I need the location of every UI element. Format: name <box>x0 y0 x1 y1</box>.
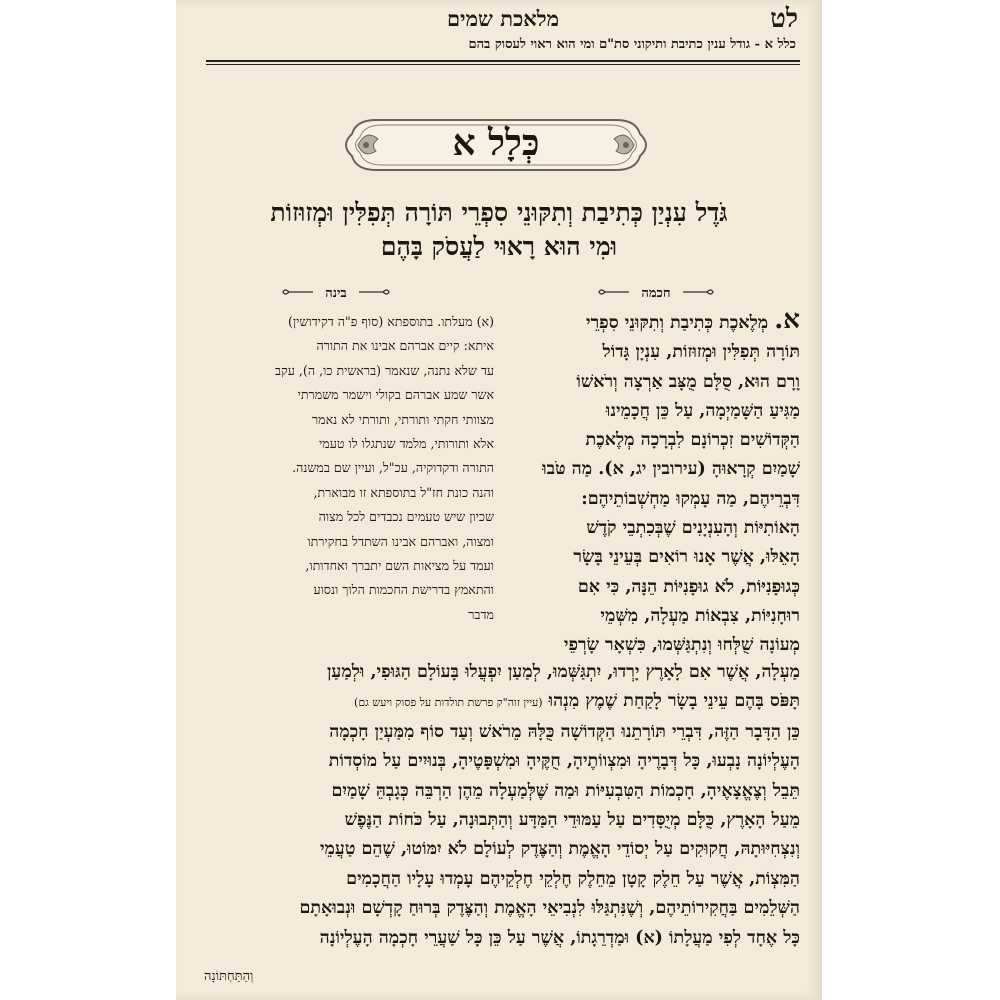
main-title-line-1: גֹּדֶל עִנְיַן כְּתִיבַת וְתִקּוּנֵי סִפְרֵי תּוֹרָה תְּפִלִּין וּמְזוּזוֹת <box>270 198 728 227</box>
text-line: שָׁמַיִם קְרָאוּהָ (עירובין יג, א). מַה טֹּבוּ <box>542 459 800 480</box>
text-line: מַעְלָה, אֲשֶׁר אִם לָאָרֶץ יָרְדוּ, יִתְגַּשְּׁמוּ, לְמַעַן יִפְעֲלוּ בָּעוֹלָם הַגּוּפִי, וּלְמַעַן <box>326 662 800 682</box>
text-line: הַשְּׁלֵמִים בַּחֲקִירוֹתֵיהֶם, וְשֶׁנִּתְגַּלּוּ לִנְבִיאֵי הָאֱמֶת וְהַצֶּדֶק בְּרוּחַ קָדְשָׁם וּנְבוּאָתָם <box>299 898 800 919</box>
commentary-line: מצוותי חקתי ותורתי, ותורתי לא נאמר <box>311 411 494 427</box>
commentary-line: והנה כונת חז"ל בתוספתא זו מבוארת, <box>313 484 494 500</box>
text-line: הָעֶלְיוֹנָה נָבְעוּ, כָּל דְּבָרֶיהָ וּמִצְווֹתֶיהָ, חֻקֶּיהָ וּמִשְׁפָּטֶיהָ, בְּנוּיִים עַל מוֹסְדוֹת <box>328 751 800 772</box>
lead-letter: א. <box>774 306 800 335</box>
chapter-subtitle: כלל א - גודל ענין כתיבת ותיקוני סת"ם ומי הוא ראוי לעסוק בהם <box>468 37 796 52</box>
commentary-column <box>204 310 494 627</box>
commentary-line: והתאמץ בדרישת החכמות הלוך ונסוע <box>313 582 494 598</box>
header-rule <box>206 60 800 62</box>
text-line: כְּגוּפָנִיּוֹת, לֹא גוּפָנִיּוֹת הֵנָּה, כִּי אִם <box>577 576 800 597</box>
running-header <box>206 4 800 64</box>
text-line: א. מְלֶאכֶת כְּתִיבַת וְתִקּוּנֵי סִפְרֵי <box>586 306 800 335</box>
text-line: הָאֵלּוּ, אֲשֶׁר אָנוּ רוֹאִים בְּעֵינֵי בָּשָׂר <box>573 547 800 568</box>
commentary-line: ומצוה, ואברהם אבינו השתדל בחקירתו <box>307 533 494 549</box>
text-line: מֵעַל הָאָרֶץ, כֻּלָּם מְיֻסָּדִים עַל עַמּוּדֵי הַמַּדָּע וְהַתְּבוּנָה, עַל כֹּחוֹת הַנֶּפֶשׁ <box>344 810 800 831</box>
inline-source-note: (עיין זוה"ק פרשת תולדות על פסוק ויעש גם) <box>354 696 543 710</box>
book-title: מלאכת שמים <box>446 6 560 31</box>
scroll-ornament-icon <box>681 286 715 301</box>
column-label-bina: בינה <box>325 286 347 301</box>
commentary-line: אשר שמע אברהם בקולי וישמר משמרתי <box>297 387 494 403</box>
text-line: דִּבְרֵיהֶם, מַה עָמְקוּ מַחְשְׁבוֹתֵיהֶם: <box>581 488 800 509</box>
text-line: מַגִּיעַ הַשָּׁמַיְמָה, עַל כֵּן חֲכָמֵינוּ <box>605 400 800 421</box>
column-label-chochma: חכמה <box>641 286 671 301</box>
full-width-text <box>204 658 800 953</box>
commentary-line: (א) מעלתו. בתוספתא (סוף פ"ה דקידושין) <box>288 314 494 329</box>
text-line: הָאוֹתִיּוֹת וְהָעִנְיָנִים שֶׁבְּכִתְבֵי קֹדֶשׁ <box>586 518 800 539</box>
commentary-line: איתא: קיים אברהם אבינו את התורה <box>316 338 494 354</box>
book-page <box>176 0 822 1000</box>
text-line: וְנִצְחִיּוּתָהּ, חֲקוּקִים עַל יְסוֹדֵי הָאֱמֶת וְהַצֶּדֶק לְעוֹלָם לֹא יִמּוֹטוּ, שֶׁהֵם טַעֲמֵי <box>319 839 800 860</box>
chapter-cartouche <box>336 112 656 178</box>
page-number: לט <box>770 4 798 34</box>
column-heading-left <box>256 285 416 305</box>
main-text-column <box>510 306 800 661</box>
text-line: וָרָם הוּא, סֻלָּם מֻצָּב אַרְצָה וְרֹאשׁוֹ <box>576 371 800 392</box>
text-line: הַמִּצְוֹת, אֲשֶׁר עַל חֵלֶק קָטָן מֵחֵלֶק חֶלְקֵי חֶלְקֵיהֶם עָמְדוּ עָלָיו הַחֲכָמִים <box>346 868 800 889</box>
header-rule-thin <box>206 64 800 65</box>
scroll-ornament-icon <box>281 286 315 301</box>
text-line: הַקְּדוֹשִׁים זִכְרוֹנָם לִבְרָכָה מְלֶאכֶת <box>585 430 800 451</box>
text-line: תֵּבֵל וְצֶאֱצָאֶיהָ, חָכְמוֹת הַטִּבְעִיּוֹת וּמַה שֶּׁלְּמַעְלָה מֵהֶן הַרְבֵּה כְּגָבְהֵּ שָׁמַיִם <box>331 780 800 801</box>
commentary-line: התורה ודקדוקיה, עכ"ל, ועיין שם במשנה. <box>292 460 494 476</box>
text-line: מְעוֹנָה שֻׁלְּחוּ וְנִתְגַּשְּׁמוּ, כִּשְׁאָר שָׂרְפֵי <box>563 635 800 656</box>
column-heading-right <box>576 285 736 305</box>
text-line: רוּחָנִיּוֹת, צִבְאוֹת מַעְלָה, מִשְּׁמֵי <box>600 605 800 626</box>
commentary-line: אלא ותורותי, מלמד שנתגלו לו טעמי <box>319 436 494 452</box>
main-title <box>204 196 794 264</box>
main-title-line-2: וּמִי הוּא רָאוּי לַעֲסֹק בָּהֶם <box>380 232 618 261</box>
text-line: כֵּן הַדָּבָר הַזֶּה, דִּבְרֵי תּוֹרָתֵנוּ הַקְּדוֹשָׁה כֻּלָּהּ מֵרֹאשׁ וְעַד סוֹף מִמַּעְיַן חָכְמָה <box>329 721 800 742</box>
scroll-ornament-icon <box>357 286 391 301</box>
commentary-line: שכיון שיש טעמים נכבדים לכל מצוה <box>318 509 494 525</box>
text-line: תּוֹרָה תְּפִלִּין וּמְזוּזוֹת, עִנְיָן גָּדוֹל <box>602 342 800 363</box>
commentary-line: עד שלא נתנה, שנאמר (בראשית כו, ה), עקב <box>274 362 494 378</box>
text-line: כָּל אֶחָד לְפִי מַעֲלָתוֹ (א) וּמַדְרֵגָתוֹ, אֲשֶׁר עַל כֵּן כָּל שַׁעֲרֵי חָכְמָה הָעֶלְיוֹנָה <box>319 927 800 948</box>
commentary-line: ועמד על מציאות השם יתברך ואחדותו, <box>305 558 494 574</box>
scroll-ornament-icon <box>597 286 631 301</box>
chapter-heading: כְּלָל א <box>452 122 540 164</box>
text-line: תָּפֹּס בָּהֶם עֵינֵי בָשָׂר לָקַחַת שֶׁמֶץ מִנְהוּ (עיין זוה"ק פרשת תולדות על פסוק ויעש גם) <box>354 691 800 712</box>
catchword: וְהַתַּחְתּוֹנָה <box>204 969 254 984</box>
commentary-line: מדבר <box>468 606 494 622</box>
